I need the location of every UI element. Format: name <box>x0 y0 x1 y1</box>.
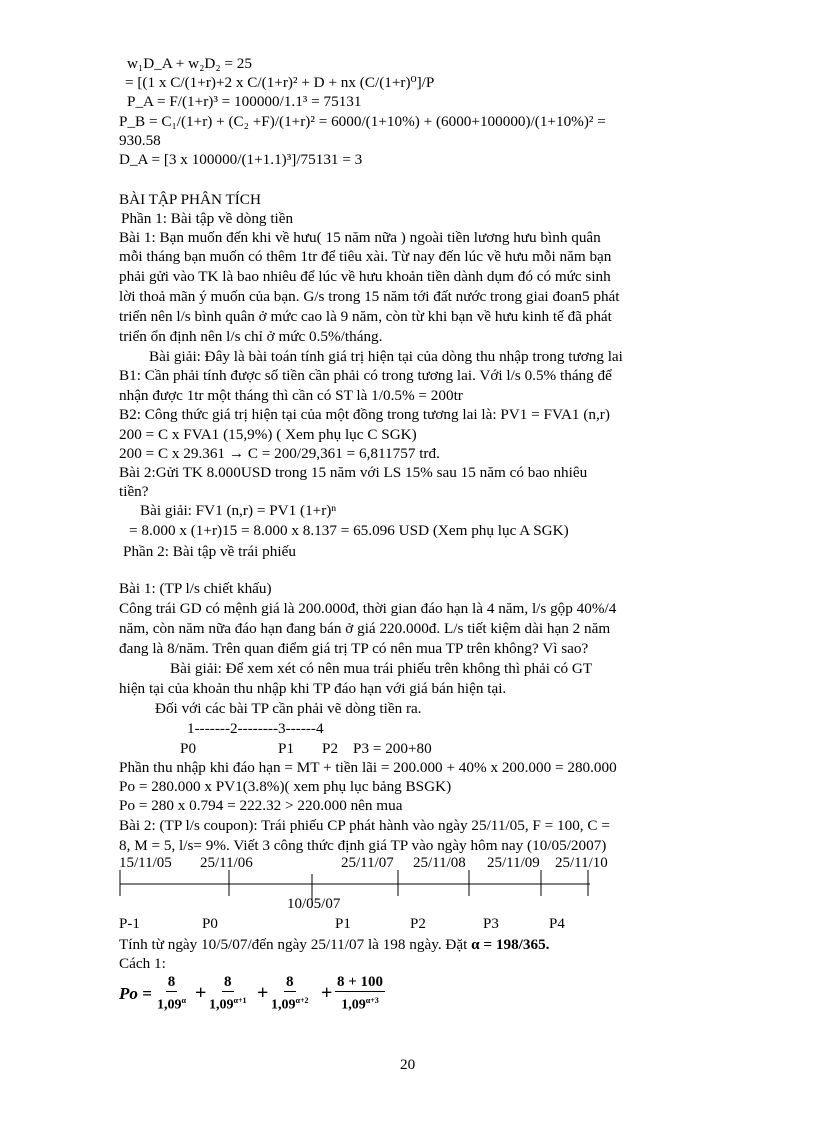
formula-lhs: Po = <box>119 984 152 1003</box>
bond1-text: Công trái GD có mệnh giá là 200.000đ, thời gian đáo hạn là 4 năm, l/s gộp 40%/4 <box>119 600 617 617</box>
fraction-term-4 <box>335 974 385 1015</box>
alpha-definition: α = 198/365. <box>471 936 550 953</box>
bond1-text: đang là 8/năm. Trên quan điểm giá trị TP có nên mua TP trên không? Vì sao? <box>119 640 589 657</box>
timeline-date: 25/11/08 <box>413 855 466 871</box>
fraction-base: 1,09 <box>209 997 234 1013</box>
formula-weighted-duration: w₁D_A + w₂D₂ = 25 <box>127 55 252 72</box>
fraction-base: 1,09 <box>157 997 182 1013</box>
timeline-price-label: P1 <box>335 916 351 932</box>
exercise1-text: Bài 1: Bạn muốn đến khi về hưu( 15 năm nữa ) ngoài tiền lương hưu bình quân <box>119 229 601 246</box>
fraction-exponent: α+1 <box>233 996 247 1005</box>
solution2-text: = 8.000 x (1+r)15 = 8.000 x 8.137 = 65.096 USD (Xem phụ lục A SGK) <box>129 522 569 539</box>
formula-duration-expansion: = [(1 x C/(1+r)+2 x C/(1+r)² + D + nx (C/(1+r)⁰]/P <box>125 74 435 91</box>
timeline-date: 25/11/07 <box>341 855 394 871</box>
fraction-exponent: α+2 <box>295 996 309 1005</box>
fraction-exponent: α <box>181 996 186 1005</box>
bond1-result: Po = 280.000 x PV1(3.8%)( xem phụ lục bảng BSGK) <box>119 778 452 795</box>
bond2-days-text: Tính từ ngày 10/5/07/đến ngày 25/11/07 là 198 ngày. Đặt <box>119 936 472 953</box>
fraction-numerator: 8 + 100 <box>337 974 384 990</box>
timeline-price-label: P-1 <box>119 916 140 932</box>
page-number: 20 <box>400 1056 416 1073</box>
cashflow-label-p3: P3 = 200+80 <box>353 740 432 757</box>
bond1-result: Phần thu nhập khi đáo hạn = MT + tiền lãi = 200.000 + 40% x 200.000 = 280.000 <box>119 759 617 776</box>
fraction-base: 1,09 <box>341 997 366 1013</box>
exercise2-text: tiền? <box>119 483 149 500</box>
timeline-price-label: P3 <box>483 916 499 932</box>
exercise1-text: triển nên l/s bình quân ở mức cao là 9 năm, còn từ khi bạn về hưu kinh tế đã phát <box>119 308 612 325</box>
bond1-text: năm, còn năm nữa đáo hạn đang bán ở giá 220.000đ. L/s tiết kiệm dài hạn 2 năm <box>119 620 611 637</box>
timeline-today: 10/05/07 <box>287 896 341 912</box>
fraction-term-3 <box>271 974 309 1015</box>
timeline-price-label: P4 <box>549 916 565 932</box>
bond1-result: Po = 280 x 0.794 = 222.32 > 220.000 nên mua <box>119 797 403 814</box>
solution1-text: Bài giải: Đây là bài toán tính giá trị hiện tại của dòng thu nhập trong tương lai <box>149 348 623 365</box>
cashflow-label-p2: P2 <box>322 740 339 757</box>
fraction-denominator <box>271 992 309 1015</box>
formula-price-a: P_A = F/(1+r)³ = 100000/1.1³ = 75131 <box>127 93 362 110</box>
fraction-denominator <box>209 992 247 1015</box>
timeline-date: 25/11/10 <box>555 855 608 871</box>
cashflow-label-p0: P0 <box>180 740 197 757</box>
formula-price-b: P_B = C₁/(1+r) + (C₂ +F)/(1+r)² = 6000/(1+10%) + (6000+100000)/(1+10%)² = <box>119 113 606 130</box>
plus-sign: + <box>257 982 269 1004</box>
plus-sign: + <box>321 982 333 1004</box>
solution1-text: B1: Cần phải tính được số tiền cần phải có trong tương lai. Với l/s 0.5% tháng để <box>119 367 612 384</box>
bond1-solution: hiện tại của khoản thu nhập khi TP đáo hạn với giá bán hiện tại. <box>119 680 507 697</box>
fraction-term-2 <box>209 974 247 1015</box>
solution2-text: Bài giải: FV1 (n,r) = PV1 (1+r)ⁿ <box>140 502 337 519</box>
solution1-result <box>119 445 440 463</box>
part2-heading: Phần 2: Bài tập về trái phiếu <box>123 543 296 560</box>
fraction-denominator <box>341 992 379 1015</box>
formula-price-b-result: 930.58 <box>119 132 161 149</box>
exercise1-text: phải gửi vào TK là bao nhiêu để lúc về hưu khoản tiền dành dụm đó có mức sinh <box>119 268 611 285</box>
bond1-heading: Bài 1: (TP l/s chiết khấu) <box>119 580 272 597</box>
bond2-days <box>119 936 549 954</box>
solution1-result-lhs: 200 = C x 29.361 <box>119 445 229 462</box>
fraction-term-1 <box>157 974 186 1015</box>
bond1-solution: Đối với các bài TP cần phải vẽ dòng tiền ra. <box>155 700 422 717</box>
exercise1-text: triển ổn định nên l/s chỉ ở mức 0.5%/tháng. <box>119 328 383 345</box>
fraction-denominator <box>157 992 186 1015</box>
fraction-numerator: 8 <box>224 974 232 990</box>
timeline-axis <box>110 860 610 910</box>
fraction-base: 1,09 <box>271 997 296 1013</box>
timeline-date: 25/11/06 <box>200 855 253 871</box>
bond2-text: Bài 2: (TP l/s coupon): Trái phiếu CP phát hành vào ngày 25/11/05, F = 100, C = <box>119 817 610 834</box>
exercise2-text: Bài 2:Gửi TK 8.000USD trong 15 năm với LS 15% sau 15 năm có bao nhiêu <box>119 464 588 481</box>
timeline-date: 15/11/05 <box>119 855 172 871</box>
fraction-numerator: 8 <box>167 974 176 990</box>
arrow-icon: → <box>228 445 245 462</box>
fraction-numerator: 8 <box>286 974 294 990</box>
timeline-price-label: P0 <box>202 916 218 932</box>
timeline-price-label: P2 <box>410 916 426 932</box>
cashflow-line: 1-------2--------3------4 <box>187 720 324 737</box>
bond1-solution: Bài giải: Để xem xét có nên mua trái phiếu trên không thì phải có GT <box>170 660 593 677</box>
cashflow-label-p1: P1 <box>278 740 295 757</box>
section-title: BÀI TẬP PHÂN TÍCH <box>119 191 261 208</box>
method1-label: Cách 1: <box>119 955 166 972</box>
solution1-text: B2: Công thức giá trị hiện tại của một đồng trong tương lai là: PV1 = FVA1 (n,r) <box>119 406 610 423</box>
timeline-date: 25/11/09 <box>487 855 540 871</box>
plus-sign: + <box>195 982 207 1004</box>
formula-duration-a: D_A = [3 x 100000/(1+1.1)³]/75131 = 3 <box>119 151 363 168</box>
exercise1-text: mỗi tháng bạn muốn có thêm 1tr để tiêu xài. Từ nay đến lúc về hưu mỗi năm bạn <box>119 248 612 265</box>
bond2-text: 8, M = 5, l/s= 9%. Viết 3 công thức định giá TP vào ngày hôm nay (10/05/2007) <box>119 837 607 854</box>
solution1-text: 200 = C x FVA1 (15,9%) ( Xem phụ lục C SGK) <box>119 426 417 443</box>
exercise1-text: lời thoả mãn ý muốn của bạn. G/s trong 15 năm tới đất nước trong giai đoan5 phát <box>119 288 620 305</box>
part1-heading: Phần 1: Bài tập về dòng tiền <box>121 210 294 227</box>
solution1-result-rhs: C = 200/29,361 = 6,811757 trđ. <box>244 445 440 462</box>
fraction-exponent: α+3 <box>365 996 379 1005</box>
solution1-text: nhận được 1tr một tháng thì cần có ST là 1/0.5% = 200tr <box>119 387 463 404</box>
